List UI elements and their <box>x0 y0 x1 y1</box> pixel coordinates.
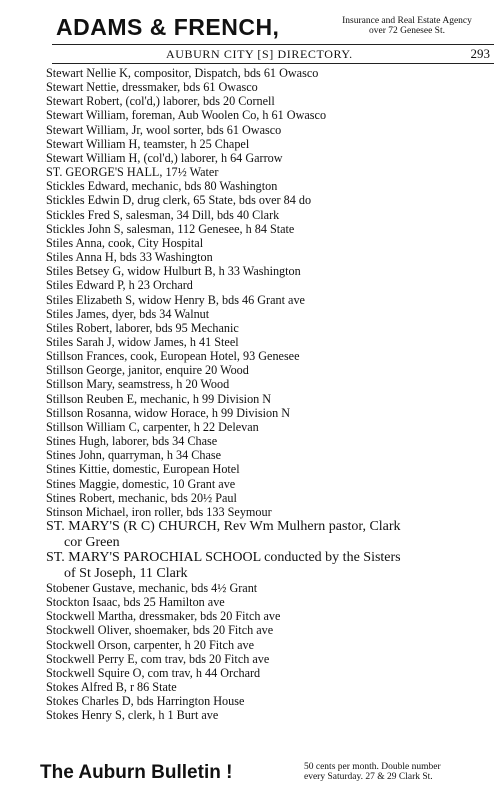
directory-entry: Stiles Anna H, bds 33 Washington <box>46 250 213 265</box>
directory-entry: Stockwell Squire O, com trav, h 44 Orchard <box>46 665 261 680</box>
firm-tagline-line-2: over 72 Genesee St. <box>369 26 445 36</box>
directory-entry: Stobener Gustave, mechanic, bds 4½ Grant <box>46 581 258 595</box>
directory-entry: Stewart William H, teamster, h 25 Chapel <box>46 136 250 151</box>
directory-entry: Stillson Frances, cook, European Hotel, 93 Genesee <box>46 349 300 364</box>
school-line-2: of St Joseph, 11 Clark <box>64 565 188 581</box>
directory-entry: Stiles Elizabeth S, widow Henry B, bds 46 Grant ave <box>46 292 305 307</box>
directory-entry: Stines Robert, mechanic, bds 20½ Paul <box>46 490 237 505</box>
directory-entry: Stockwell Perry E, com trav, bds 20 Fitch ave <box>46 651 270 666</box>
footer-advertisement <box>40 760 498 790</box>
directory-entry: Stiles James, dyer, bds 34 Walnut <box>46 306 210 321</box>
bulletin-tagline-line-2: every Saturday. 27 & 29 Clark St. <box>304 772 433 782</box>
directory-entry: Stines Hugh, laborer, bds 34 Chase <box>46 434 218 449</box>
directory-entry: Stewart William, Jr, wool sorter, bds 61 Owasco <box>46 122 282 137</box>
running-head-title: AUBURN CITY [S] DIRECTORY. <box>166 47 353 61</box>
directory-entry: Stockton Isaac, bds 25 Hamilton ave <box>46 595 225 610</box>
school-line-1: ST. MARY'S PAROCHIAL SCHOOL conducted by the Sisters <box>46 550 401 565</box>
directory-entry: Stines John, quarryman, h 34 Chase <box>46 448 222 463</box>
directory-entry: Stines Maggie, domestic, 10 Grant ave <box>46 476 236 491</box>
directory-entry: Stiles Edward P, h 23 Orchard <box>46 278 193 293</box>
church-entry <box>46 519 496 550</box>
page-number: 293 <box>470 46 490 61</box>
directory-entry: Stiles Betsey G, widow Hulburt B, h 33 Washington <box>46 264 301 279</box>
directory-listing <box>46 66 496 723</box>
directory-entry: Stinson Michael, iron roller, bds 133 Seymour <box>46 504 272 519</box>
firm-tagline-line-1: Insurance and Real Estate Agency <box>342 16 472 26</box>
directory-entry: Stillson Rosanna, widow Horace, h 99 Division N <box>46 405 291 420</box>
bulletin-tagline-line-1: 50 cents per month. Double number <box>304 762 441 772</box>
directory-entry: Stillson Reuben E, mechanic, h 99 Division N <box>46 391 272 406</box>
directory-entry: Stillson William C, carpenter, h 22 Delevan <box>46 419 259 434</box>
directory-entry: Stockwell Oliver, shoemaker, bds 20 Fitch ave <box>46 623 274 638</box>
directory-entry: Stickles Edwin D, drug clerk, 65 State, bds over 84 do <box>46 193 312 208</box>
directory-entry: Stewart Nettie, dressmaker, bds 61 Owasco <box>46 80 258 95</box>
bulletin-name: The Auburn Bulletin ! <box>40 762 233 783</box>
header-advertisement <box>50 14 498 42</box>
church-line-1: ST. MARY'S (R C) CHURCH, Rev Wm Mulhern pastor, Clark <box>46 519 401 534</box>
directory-entry: Stewart William, foreman, Aub Woolen Co, h 61 Owasco <box>46 108 327 123</box>
directory-entry: Stines Kittie, domestic, European Hotel <box>46 462 240 477</box>
directory-entry: Stokes Alfred B, r 86 State <box>46 680 177 695</box>
directory-entry: Stickles Edward, mechanic, bds 80 Washington <box>46 179 278 194</box>
directory-entry: Stockwell Martha, dressmaker, bds 20 Fitch ave <box>46 609 281 624</box>
directory-entry: Stillson Mary, seamstress, h 20 Wood <box>46 377 230 392</box>
directory-entry: Stickles John S, salesman, 112 Genesee, h 84 State <box>46 221 295 236</box>
church-line-2: cor Green <box>64 534 120 550</box>
bulletin-tagline <box>304 762 496 782</box>
directory-entry: Stewart William H, (col'd,) laborer, h 64 Garrow <box>46 150 283 165</box>
directory-entry: Stewart Nellie K, compositor, Dispatch, bds 61 Owasco <box>46 66 319 80</box>
directory-entry: Stokes Henry S, clerk, h 1 Burt ave <box>46 708 219 723</box>
firm-name: ADAMS & FRENCH, <box>56 14 280 40</box>
directory-entry: Stewart Robert, (col'd,) laborer, bds 20 Cornell <box>46 94 275 109</box>
directory-entry: Stillson George, janitor, enquire 20 Wood <box>46 363 249 378</box>
directory-entry: Stokes Charles D, bds Harrington House <box>46 694 245 709</box>
school-entry <box>46 550 496 581</box>
directory-entry: Stickles Fred S, salesman, 34 Dill, bds 40 Clark <box>46 207 280 222</box>
directory-entry: ST. GEORGE'S HALL, 17½ Water <box>46 165 219 180</box>
directory-entry: Stockwell Orson, carpenter, h 20 Fitch ave <box>46 637 254 652</box>
directory-entry: Stiles Sarah J, widow James, h 41 Steel <box>46 334 239 349</box>
firm-tagline <box>312 16 498 36</box>
running-head <box>52 44 494 64</box>
directory-entry: Stiles Robert, laborer, bds 95 Mechanic <box>46 320 239 335</box>
directory-entry: Stiles Anna, cook, City Hospital <box>46 235 204 250</box>
